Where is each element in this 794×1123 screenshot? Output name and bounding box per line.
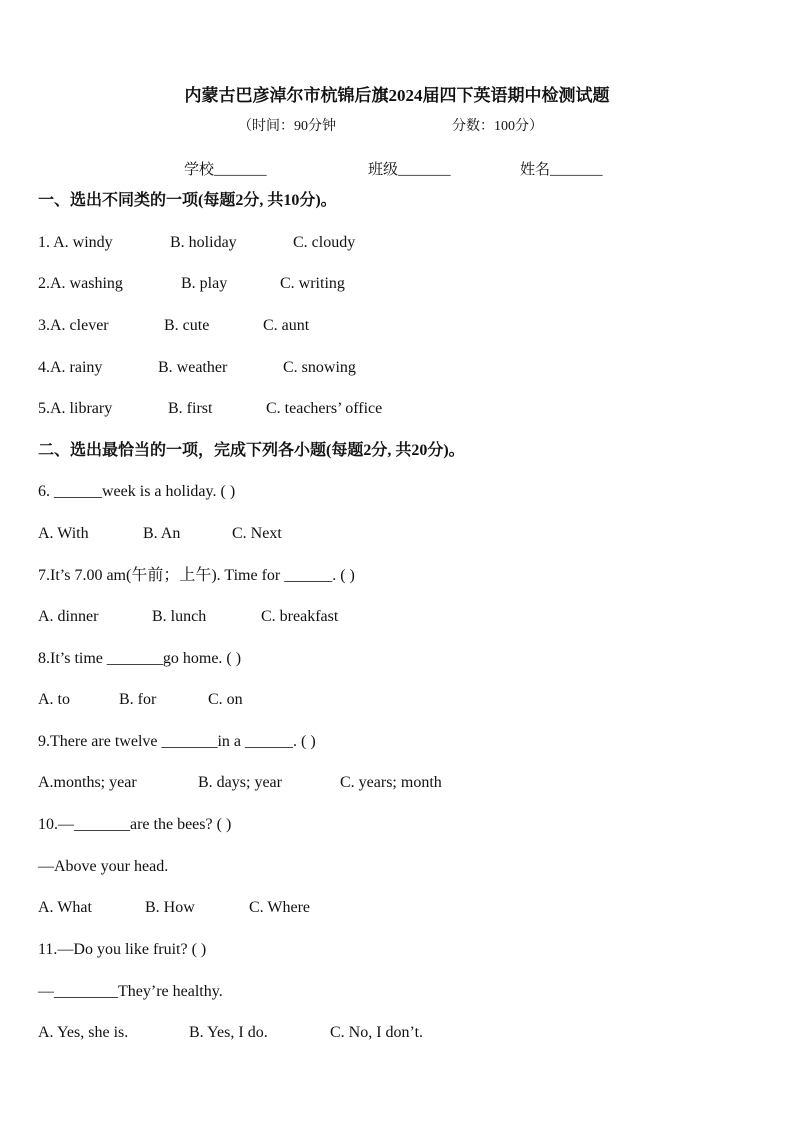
- option-b: B. play: [181, 275, 228, 292]
- question-9-stem: 9.There are twelve _______in a ______. ( ): [38, 733, 316, 750]
- question-11-answer: —________They’re healthy.: [38, 983, 223, 1000]
- question-6-stem: 6. ______week is a holiday. ( ): [38, 483, 236, 500]
- option-b: B. first: [168, 400, 213, 417]
- option-c: C. snowing: [283, 359, 356, 376]
- option-a: A. With: [38, 525, 89, 542]
- option-c: C. aunt: [263, 317, 310, 334]
- option-b: B. for: [119, 691, 157, 708]
- option-a: 2.A. washing: [38, 275, 123, 292]
- option-a: A. Yes, she is.: [38, 1024, 129, 1041]
- option-c: C. Where: [249, 899, 311, 916]
- section-1-heading: 一、选出不同类的一项(每题2分, 共10分)。: [38, 192, 337, 209]
- option-b: B. cute: [164, 317, 210, 334]
- page-title: 内蒙古巴彦淖尔市杭锦后旗2024届四下英语期中检测试题: [184, 86, 610, 105]
- question-10-answer: —Above your head.: [38, 858, 169, 875]
- option-a: A. What: [38, 899, 92, 916]
- option-b: B. How: [145, 899, 195, 916]
- school-field: 学校_______: [184, 162, 267, 178]
- option-b: B. weather: [158, 359, 228, 376]
- exam-time: （时间：90分钟: [238, 119, 336, 134]
- option-b: B. days; year: [198, 774, 282, 791]
- option-b: B. An: [143, 525, 181, 542]
- section-2-heading: 二、选出最恰当的一项，完成下列各小题(每题2分, 共20分)。: [38, 442, 465, 459]
- option-a: 4.A. rainy: [38, 359, 103, 376]
- option-b: B. holiday: [170, 234, 237, 251]
- name-field: 姓名_______: [520, 162, 603, 178]
- option-a: A.months; year: [38, 774, 137, 791]
- option-b: B. Yes, I do.: [189, 1024, 268, 1041]
- option-b: B. lunch: [152, 608, 207, 625]
- option-a: 1. A. windy: [38, 234, 113, 251]
- option-c: C. years; month: [340, 774, 442, 791]
- option-c: C. writing: [280, 275, 345, 292]
- option-c: C. cloudy: [293, 234, 356, 251]
- option-a: A. to: [38, 691, 70, 708]
- option-c: C. No, I don’t.: [330, 1024, 424, 1041]
- option-c: C. breakfast: [261, 608, 339, 625]
- question-11-stem: 11.—Do you like fruit? ( ): [38, 941, 207, 958]
- exam-score: 分数：100分）: [452, 119, 543, 134]
- option-c: C. teachers’ office: [266, 400, 383, 417]
- option-a: 5.A. library: [38, 400, 113, 417]
- option-a: A. dinner: [38, 608, 99, 625]
- option-c: C. Next: [232, 525, 282, 542]
- option-c: C. on: [208, 691, 243, 708]
- option-a: 3.A. clever: [38, 317, 109, 334]
- class-field: 班级_______: [368, 162, 451, 178]
- question-7-stem: 7.It’s 7.00 am(午前；上午). Time for ______. ( ): [38, 567, 355, 584]
- question-8-stem: 8.It’s time _______go home. ( ): [38, 650, 242, 667]
- question-10-stem: 10.—_______are the bees? ( ): [38, 816, 232, 833]
